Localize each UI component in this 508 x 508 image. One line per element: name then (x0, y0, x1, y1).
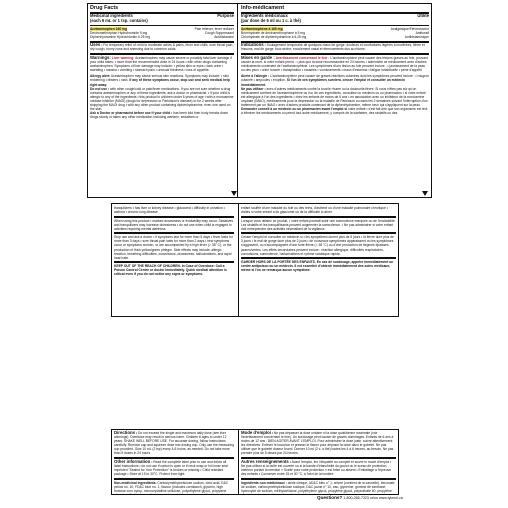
english-column (112, 430, 236, 494)
ingredient-name-highlight: Acetaminophen 160 mg (90, 26, 128, 31)
drug-facts-panel-2 (111, 203, 399, 317)
ingredient-purpose: Antihistamine (214, 34, 234, 39)
other-info-label: Autres renseignements (241, 458, 289, 464)
other-info-label: Other information (114, 458, 151, 464)
allergy-label: Alerte à l'allergie : (241, 74, 270, 79)
indications-label: Indications (241, 42, 264, 48)
warnings-section (90, 56, 234, 72)
non-medicinal-section (114, 481, 234, 494)
liver-warning-label: Avertissement concernant le foie : (275, 55, 330, 60)
allergy-text: L'acétaminophène peut causer de graves réactions cutanées dont les symptômes peuvent inclure : • rougeur cutanée • ampoules • éruption. (241, 74, 429, 83)
purpose-header: Utilité (417, 12, 429, 18)
ingredients-subheader: (each 5 mL or 1 tsp. contains) (90, 17, 148, 23)
ingredient-purpose: Cough Suppressant (204, 30, 234, 35)
do-not-use-text: • avec d'autres médicaments contre la toux/le rhume ou la douleur/la fièvre. Si vous n'êtes pas sûr qu'un médicament contient de l'acétaminophène ou l'un de ces ingrédients, consultez un médecin ou un pharmacien • si votre enfant est allergique à l'un des ingrédients • chez les enfants de moins de 6 ans • en association avec un inhibiteur de la monoamine oxydase (IMAO), médicaments pour la dépression ou la maladie de Parkinson ou dans les 2 semaines suivant l'interruption d'un traitement par un IMAO • avec d'autres produits contenant de la diphenhydramine, même ceux qui s'appliquent sur la peau. (241, 86, 428, 107)
stop-use-section: Cesser l'emploi et consulter un médecin si • les symptômes durent plus de 5 jours • la fièvre dure plus de 3 jours • le mal de gorge dure plus de 2 jours • de nouveaux symptômes apparaissent ou les symptômes s'aggravent, ou s'accompagnent d'une forte fièvre (> 38 °C) ou d'une production de flegmes épaisses jaunes/vertes. Les effets secondaires peuvent inclure : réaction allergique, difficultés respiratoires, convulsions, somnolence, hallucinations et rythme cardiaque rapide. (241, 235, 394, 256)
allergy-section (241, 74, 429, 86)
uses-label: Uses (90, 42, 101, 48)
ingredients-subheader: (par dose de 5 ml ou 1 c. à thé) (241, 17, 301, 23)
when-using-section: Lorsque vous utilisez ce produit, • votre enfant pourrait subir une somnolence marquée ou de l'excitabilité. Les sédatifs et les tranquillisants peuvent augmenter la somnolence. • Ne pas administrer si votre enfant doit entreprendre des activités nécessitant de la vigilance. (241, 218, 396, 231)
do-not-use-text: • with other cough/cold or pain/fever medications. If you are not sure whether a drug contains acetaminophen or any of these ingredients, ask a doctor or pharmacist. • if your child is allergic to any of the ingredients • this product in children under 6 years of age • with a monoamine oxidase inhibitor (MAOI) (drugs for depression or Parkinson's disease) or for 2 weeks after stopping the MAOI drug • with any other product containing diphenhydramine, even one used on the skin. (90, 86, 234, 112)
warnings-section (241, 56, 429, 72)
ask-doctor-text: votre enfant • s'est fait dire que son organisme est lent à éliminer les médicaments ou prend tout autre médicament, y compris de la warfarine, des sédatifs ou des (241, 107, 428, 116)
stop-use-section: Stop use and ask a doctor • if symptoms last for more than 5 days • fever lasts for more than 3 days • sore throat pain lasts for more than 2 days • new symptoms occur or symptoms worsen, or are accompanied by a high fever (> 38° C), or the production of thick yellow/green phlegm. Side effects may include: allergic reaction, breathing difficulties, convulsions, drowsiness, hallucinations, and rapid heart rate. (114, 235, 233, 260)
ask-doctor-text: • has been told their body breaks down drugs slowly or takes any other medication including warfarin, sedatives or (90, 111, 229, 120)
continue-arrow-icon (422, 191, 428, 196)
directions-label: Directions (114, 430, 136, 435)
ingredient-name-highlight: Acétaminophène à 160 mg (241, 26, 283, 31)
indications-section (241, 43, 429, 51)
drug-facts-panel-3 (111, 429, 399, 495)
ingredient-row (90, 35, 234, 39)
paragraph: enfant souffre d'une maladie du foie ou des reins, d'asthme ou d'une maladie pulmonaire chronique • visites si votre enfant a du glaucome ou de la difficulté à uriner (241, 206, 388, 215)
ingredients-header: Ingrédients médicinaux (241, 12, 288, 18)
do-not-use-label: Ne pas utiliser (241, 86, 264, 91)
french-column (239, 4, 431, 197)
english-column (112, 204, 236, 316)
uses-text: • For temporary relief of: mild to moderate aches & pains, fever and chills, sore throat pain, dry cough, runny nose and sneezing due to common colds. (90, 43, 234, 52)
ingredient-name: Chlorhydrate de diphenhydramine à 6,25 mg (241, 34, 307, 39)
allergy-bold: If any of these symptoms occur, stop use and seek medical help right away. (90, 78, 230, 87)
purpose-header: Purpose (217, 12, 234, 18)
french-column (239, 204, 398, 316)
questions-contact: 1-800-265-7323 or/ou www.tylenol.ca (343, 496, 403, 500)
keep-out-of-reach-section: KEEP OUT OF THE REACH OF CHILDREN. In Case of Overdose: Call a Poison Control Centre or doctor immediately. Quick medical attention is critical even if you do not notice any signs or symptoms. (114, 264, 227, 277)
ask-doctor-label: Demander conseil à un médecin ou un pharmacien avant l'emploi si (241, 107, 348, 112)
directions-text: • Ne pas dépasser la dose unitaire ni la dose quotidienne maximale (voir l'avertissement concernant le foie). Un surdosage peut causer de graves dommages. Enfants de 6 ans à moins de 12 ans : BIEN AGITER AVANT L'EMPLOI. Pour administrer la dose juste, suivre attentivement les directives. Enlever le bouchon et presser le flacon pour déposer la dose dans le gobelet. Ne pas utiliser que le gobelet doseur fourni. Donner 10 ml (2 c. à thé) toutes les 4 à 6 heures, au besoin. Ne pas prendre plus de 5 doses par 24 heures. (241, 431, 394, 456)
warnings-label: Mises en garde : (241, 54, 275, 60)
ingredient-name: Diphenhydramine Hydrochloride 6.25 mg (90, 34, 150, 39)
ingredient-purpose: Pain reliever, fever reducer (194, 26, 234, 31)
ingredient-purpose: Antitussif (415, 30, 429, 35)
liver-warning-label: Liver warning: (111, 55, 135, 60)
questions-line (317, 495, 403, 501)
ingredient-name: Bromhydrate de dextrométhorphane à 5 mg (241, 30, 305, 35)
do-not-use-section (90, 87, 234, 112)
non-medicinal-section (241, 481, 396, 494)
non-medicinal-label: Ingrédients non médicinaux : (241, 480, 287, 485)
paragraph: tranquilizers • has liver or kidney disease • glaucoma • difficulty in urination • asthma • chronic lung disease (114, 206, 225, 215)
uses-section (90, 43, 234, 51)
indications-text: • Soulagement temporaire de quelques maux de gorge, douleurs et courbatures légères à modérées, fièvre et frissons, mal de gorge, toux sèche, écoulement nasal et éternuements dus au rhume. (241, 43, 425, 52)
non-medicinal-text: acide citrique, AD&C bleu n° 1, arôme (contient de la cannelle), benzoate de sodium, carboxyméthylcellulose sodique, D&C jaune n° 10, eau, glycérine, gomme de xanthane, hydroxyde de sodium, méthylcellulose, polyethylene glycol, propylène glycol, polysorbate 60, propylène (241, 480, 395, 493)
warnings-text: Acetaminophen may cause severe or possibly fatal liver damage if your child takes: • more than the recommended dose in 24 hours • with other drugs containing acetaminophen. Symptoms of liver damage may include: • yellow skin or eyes • dark urine • sweating • nausea • vomiting • stomach pain • unusual tiredness • loss of appetite. (90, 55, 232, 73)
do-not-use-section (241, 87, 429, 107)
ask-doctor-label: Ask a Doctor or pharmacist before use if your child (90, 111, 171, 116)
questions-label: Questions? (317, 495, 343, 500)
ingredients-header: Medicinal ingredients (90, 12, 133, 18)
allergy-label: Allergy alert: (90, 74, 111, 79)
other-info-section (114, 460, 234, 476)
ask-doctor-section (90, 111, 234, 119)
allergy-bold: Si l'un de ces symptômes survient, cesser l'emploi et consulter un médecin immédiatement. (241, 78, 406, 87)
directions-label: Mode d'emploi (241, 430, 271, 435)
other-info-section (241, 460, 396, 476)
do-not-use-label: Do not use (90, 86, 108, 91)
other-info-text: • Read the complete label prior to use and follow all label instructions • do not use if carton is open or if neck wrap or foil inner seal imprinted "Sealed for Your Protection" is broken or missing • Child resistant package • Store at 15 to 30°C. Protect from light. (114, 459, 228, 477)
ingredient-row (241, 35, 429, 39)
allergy-text: Acetaminophen may cause serious skin reactions. Symptoms may include: • skin reddening • blisters • rash. (90, 74, 229, 83)
allergy-section (90, 74, 234, 86)
english-column (88, 4, 236, 197)
directions-text: • Do not exceed the single and maximum daily dose (see liver warnings). Overdose may result in serious harm. Children 6 ages to under 12 years: SHAKE WELL BEFORE USE. For accurate dosing, follow instructions carefully. Remove cap and squeeze dose into dosing cup. Only use the measuring cup provided. Give 10 mL (2 tsp) every 4-6 hours, as needed. Do not take more than 5 doses in 24 hours. (114, 431, 234, 456)
warnings-text: L'acétaminophène peut causer des lésions graves au foie, pouvant causer la mort, si votre enfant prend : • plus que la dose recommandée en 24 heures • administré ce médicament avec d'autres médicaments contenant de l'acétaminophène. Les symptômes d'une lésion au foie peuvent inclure : • jaunissement de la peau ou des yeux • urine foncée • transpiration • nausées • vomissements • maux d'estomac • fatigue inhabituelle • perte d'appétit (241, 55, 428, 73)
non-medicinal-label: Non-medicinal ingredients: (114, 480, 157, 485)
drug-facts-title: Drug Facts (90, 4, 234, 14)
directions-section (114, 431, 234, 456)
ingredient-purpose: Antihistaminique (404, 34, 429, 39)
when-using-section: When using this product • marked drowsiness or excitability may occur. Sedatives and tranquilizers may increase drowsiness • do not use when child is engaged in activities requiring mental alertness (114, 218, 233, 231)
directions-section (241, 431, 396, 456)
french-column (239, 430, 398, 494)
keep-out-of-reach-section: GARDER HORS DE LA PORTÉE DES ENFANTS. En cas de surdosage, appeler immédiatement un centre antipoison ou un médecin. Il est essentiel d'obtenir immédiatement des soins médicaux, même si l'on ne remarque aucun symptôme. (241, 260, 394, 273)
ask-doctor-section (241, 107, 429, 115)
ingredient-purpose: Analgésique/Fièvreducéur (390, 26, 429, 31)
drug-facts-panel-1 (87, 3, 432, 198)
ingredient-name: Dextromethorphan Hydrobromide 5 mg (90, 30, 148, 35)
non-medicinal-text: Carboxymethylcellulose sodium, citric acid, D&C yellow no. 10, FD&C blue no. 1, flavour (includes cornstarch, glycerin, high fructose corn syrup, microcrystalline cellulose, polyethylene glycol, propylene (114, 480, 229, 493)
info-medicament-title: Info-médicament (241, 4, 429, 14)
other-info-text: • Avant l'emploi, lire l'étiquette au complet et suivre le mode d'emploi • Ne pas utiliser si la boîte est ouverte ou si la bande d'étanchéité du goulot ou le sceau de protection intérieur portant la mention « Scellé pour votre protection » est brisé ou absent • Emballage à l'épreuve des enfants • Conserver entre 15 et 30 °C, à l'abri de la lumière. (241, 459, 392, 477)
warnings-label: Warnings: (90, 54, 111, 60)
